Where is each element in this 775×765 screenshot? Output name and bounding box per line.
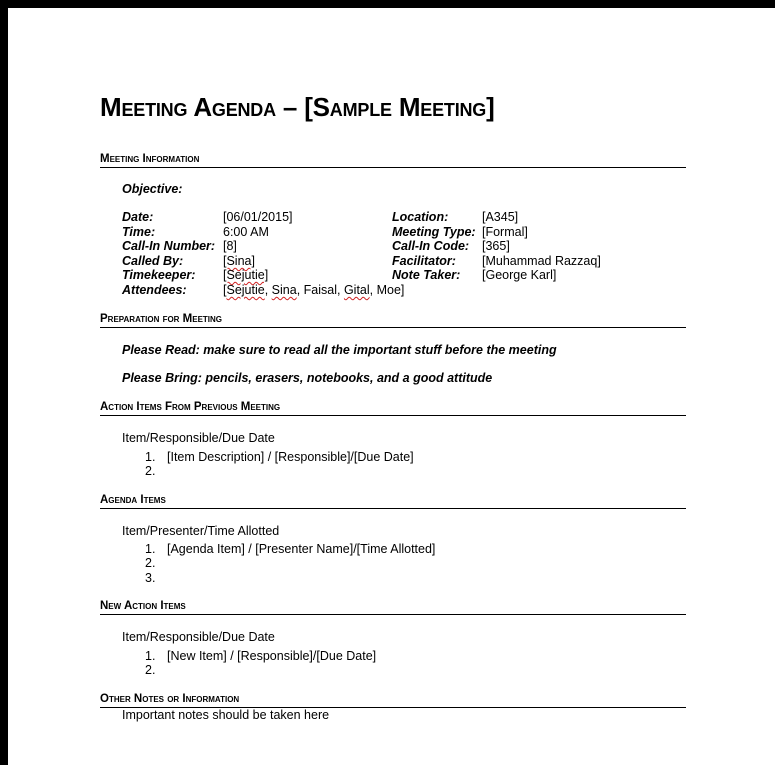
section-heading-new-action-items: New Action Items xyxy=(100,599,686,615)
list-number: 1. xyxy=(145,542,156,556)
attendee-name: Gital xyxy=(343,283,370,297)
section-heading-previous-action-items: Action Items From Previous Meeting xyxy=(100,400,686,416)
document-page xyxy=(8,8,775,765)
list-number: 1. xyxy=(145,450,156,464)
list-number: 2. xyxy=(145,663,156,677)
attendees-value xyxy=(223,283,404,298)
callin-code-value: [365] xyxy=(482,239,510,253)
note-taker-label: Note Taker: xyxy=(392,268,461,282)
attendee-name: Sejutie xyxy=(226,283,265,297)
list-number: 3. xyxy=(145,571,156,585)
callin-number-value: [8] xyxy=(223,239,237,253)
notes-text: Important notes should be taken here xyxy=(122,708,330,722)
callin-code-label: Call-In Code: xyxy=(392,239,470,253)
callin-number-label: Call-In Number: xyxy=(122,239,216,253)
timekeeper-value: [Sejutie] xyxy=(223,268,269,282)
new-actions-column-header: Item/Responsible/Due Date xyxy=(122,630,275,644)
note-taker-value: [George Karl] xyxy=(482,268,557,282)
attendee-separator: , Faisal, xyxy=(296,283,344,297)
objective-label: Objective: xyxy=(122,182,183,196)
page-title: Meeting Agenda – [Sample Meeting] xyxy=(100,92,495,122)
attendee-separator: , xyxy=(264,283,272,297)
time-label: Time: xyxy=(122,225,156,239)
agenda-column-header: Item/Presenter/Time Allotted xyxy=(122,524,280,538)
time-value: 6:00 AM xyxy=(223,225,269,239)
attendees-open: [ xyxy=(223,283,227,297)
list-number: 2. xyxy=(145,556,156,570)
list-number: 1. xyxy=(145,649,156,663)
date-value: [06/01/2015] xyxy=(223,210,293,224)
location-value: [A345] xyxy=(482,210,519,224)
meeting-type-label: Meeting Type: xyxy=(392,225,476,239)
please-bring-text: Please Bring: pencils, erasers, notebooks, and a good attitude xyxy=(122,371,493,385)
section-heading-meeting-information: Meeting Information xyxy=(100,152,686,168)
facilitator-value: [Muhammad Razzaq] xyxy=(482,254,601,268)
section-heading-agenda-items: Agenda Items xyxy=(100,493,686,509)
section-heading-preparation: Preparation for Meeting xyxy=(100,312,686,328)
previous-actions-column-header: Item/Responsible/Due Date xyxy=(122,431,275,445)
meeting-type-value: [Formal] xyxy=(482,225,528,239)
attendees-label: Attendees: xyxy=(122,283,187,297)
attendee-name: Sina xyxy=(271,283,297,297)
facilitator-label: Facilitator: xyxy=(392,254,456,268)
location-label: Location: xyxy=(392,210,449,224)
please-read-text: Please Read: make sure to read all the important stuff before the meeting xyxy=(122,343,557,357)
called-by-label: Called By: xyxy=(122,254,184,268)
list-item: [New Item] / [Responsible]/[Due Date] xyxy=(167,649,377,663)
timekeeper-label: Timekeeper: xyxy=(122,268,196,282)
list-item: [Item Description] / [Responsible]/[Due Date] xyxy=(167,450,414,464)
called-by-value: [Sina] xyxy=(223,254,255,268)
date-label: Date: xyxy=(122,210,154,224)
section-heading-other-notes: Other Notes or Information xyxy=(100,692,686,708)
list-item: [Agenda Item] / [Presenter Name]/[Time Allotted] xyxy=(167,542,436,556)
list-number: 2. xyxy=(145,464,156,478)
attendee-separator: , Moe] xyxy=(369,283,405,297)
